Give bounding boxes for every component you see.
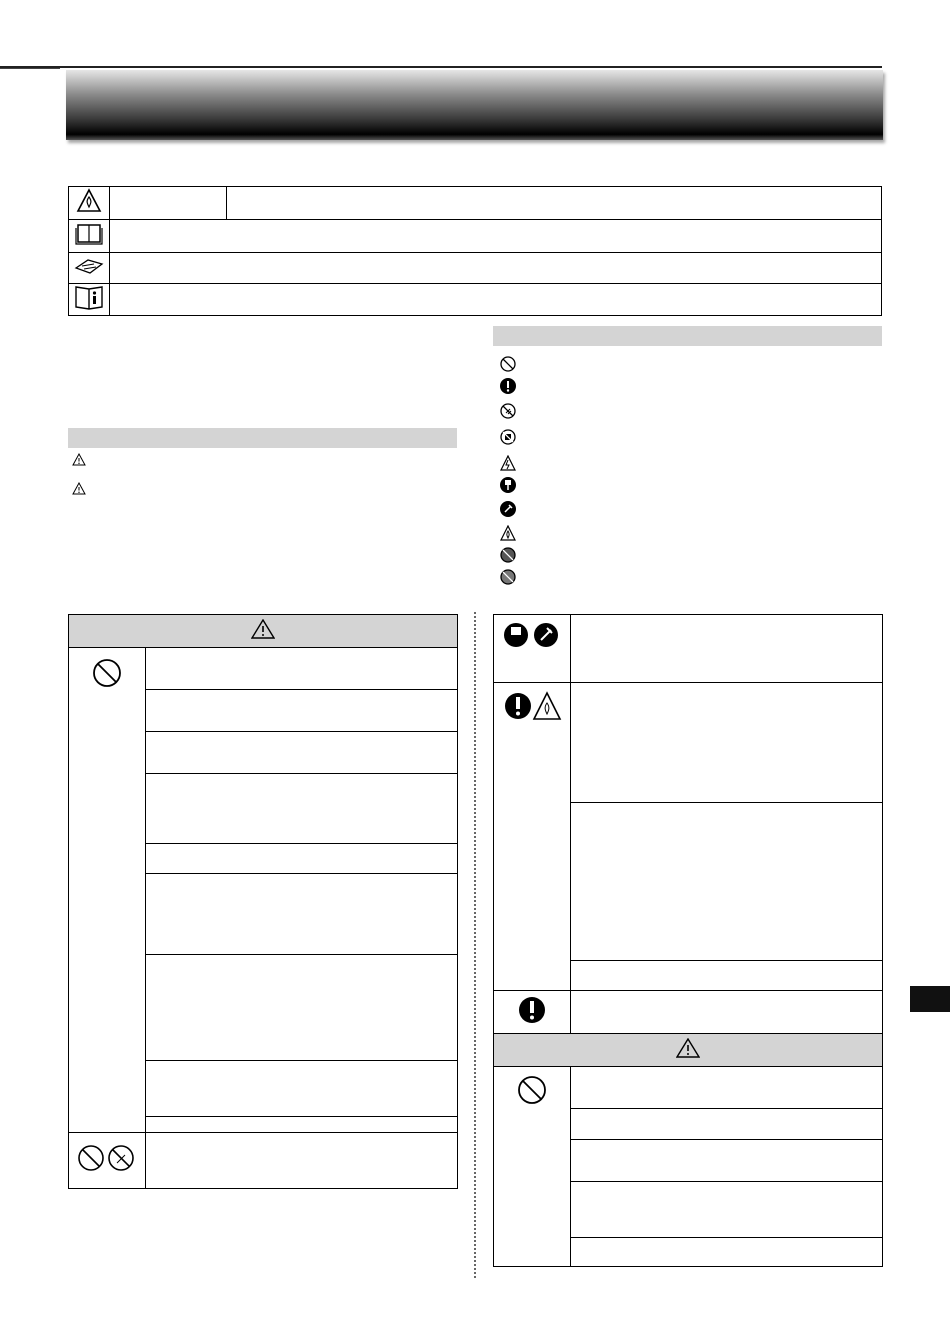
right-row — [571, 803, 883, 961]
warning-row — [146, 844, 458, 874]
caution-triangle-icon — [72, 482, 86, 500]
warning-row — [146, 955, 458, 1061]
column-divider — [474, 612, 476, 1278]
warning-triangle-icon — [72, 453, 86, 471]
no-wet-hands-icon — [500, 403, 516, 419]
mandatory-icon — [518, 996, 546, 1024]
symbol-item — [500, 477, 520, 495]
ground-icon — [500, 501, 516, 517]
no-disassembly-icon — [500, 547, 516, 563]
right-row — [571, 991, 883, 1034]
flammable-warning-icon — [76, 188, 102, 214]
right-warning-table — [493, 614, 883, 1267]
caution-row — [571, 1067, 883, 1109]
legend-table — [68, 186, 882, 316]
symbol-item — [500, 547, 520, 565]
symbol-item — [500, 356, 520, 374]
manual-icon — [74, 222, 104, 246]
page-thumb-tab — [910, 986, 950, 1012]
no-water-icon — [500, 429, 516, 445]
mandatory-flammable-icons — [502, 691, 562, 721]
no-touch-icon — [500, 569, 516, 585]
flammable-icon — [500, 525, 516, 541]
top-rule-left — [0, 68, 60, 69]
legend-row-flammable — [69, 187, 110, 220]
unplug-icon — [500, 477, 516, 493]
warning-row — [146, 1117, 458, 1133]
electric-shock-icon — [500, 455, 516, 471]
top-rule — [0, 66, 882, 68]
warning-row — [146, 1133, 458, 1189]
legend-label — [110, 187, 227, 220]
warning-row — [146, 732, 458, 774]
right-row — [571, 615, 883, 683]
info-manual-icon — [74, 284, 104, 310]
symbol-item — [500, 403, 520, 421]
symbol-item — [500, 501, 520, 519]
mandatory-icon — [500, 378, 516, 394]
legend-text — [110, 220, 882, 253]
prohibited-nowet-cell — [69, 1133, 146, 1189]
caution-row — [571, 1182, 883, 1238]
unplug-ground-icons — [502, 621, 562, 655]
warning-row — [146, 648, 458, 690]
warning-row — [146, 874, 458, 955]
caution-triangle-icon — [676, 1038, 700, 1058]
prohibited-icon — [92, 658, 122, 688]
caution-prohibited-cell — [494, 1067, 571, 1267]
symbol-item — [500, 429, 520, 447]
warning-triangle-icon — [251, 619, 275, 639]
warning-row — [146, 690, 458, 732]
warning-header — [69, 615, 458, 648]
mandatory-flammable-cell — [494, 683, 571, 991]
service-manual-icon — [74, 256, 104, 276]
symbol-item — [500, 378, 520, 396]
legend-text — [227, 187, 882, 220]
legend-text — [110, 253, 882, 284]
caution-row — [571, 1238, 883, 1267]
symbols-header — [493, 326, 882, 346]
symbol-item — [500, 569, 520, 587]
symbol-item — [500, 525, 520, 543]
prohibited-icon — [500, 356, 516, 372]
warning-table — [68, 614, 458, 1189]
prohibited-cell — [69, 648, 146, 1133]
right-row — [571, 683, 883, 803]
prohibited-icon — [517, 1075, 547, 1105]
title-banner — [66, 70, 883, 140]
symbol-item — [500, 455, 520, 473]
right-row — [571, 961, 883, 991]
caution-row — [571, 1140, 883, 1182]
caution-row — [571, 1109, 883, 1140]
warning-row — [146, 774, 458, 844]
caution-header — [494, 1034, 883, 1067]
prohibited-no-wet-icons — [77, 1143, 137, 1173]
left-section-header — [68, 428, 457, 448]
legend-text — [110, 284, 882, 316]
unplug-ground-cell — [494, 615, 571, 683]
warning-row — [146, 1061, 458, 1117]
mandatory-cell — [494, 991, 571, 1034]
